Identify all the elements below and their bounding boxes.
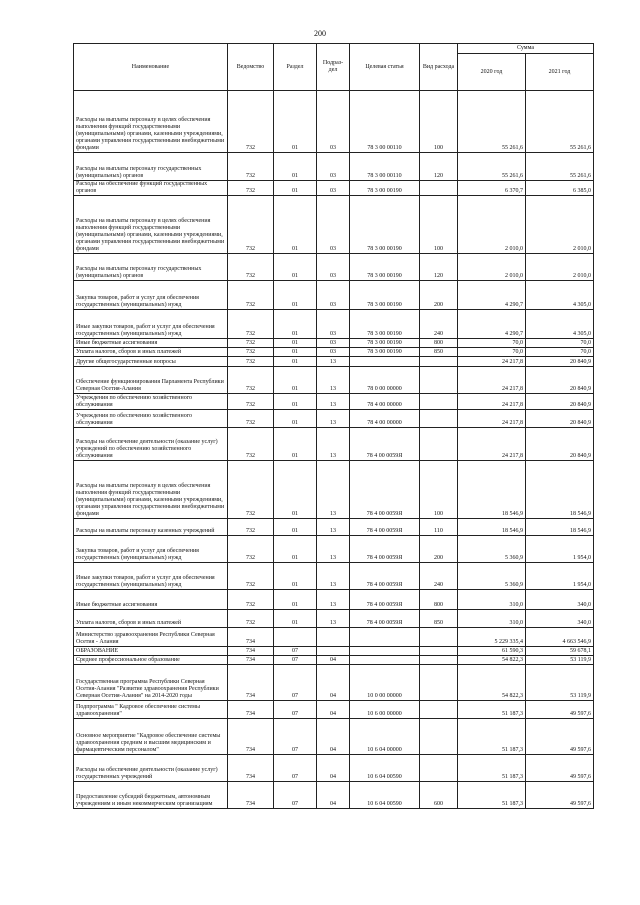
cell-y2020: 51 187,3 [458,782,526,809]
table-row [74,590,594,610]
cell-cs: 78 3 00 00190 [350,281,420,310]
cell-podr: 13 [317,428,350,461]
cell-vid [420,647,458,656]
cell-y2021: 20 840,9 [526,394,594,410]
cell-podr: 04 [317,701,350,719]
cell-cs: 10 0 00 00000 [350,665,420,701]
cell-y2021: 55 261,6 [526,153,594,181]
header-name: Наименование [74,44,228,91]
cell-ved: 732 [228,367,274,394]
cell-name: Иные закупки товаров, работ и услуг для обеспечения государственных (муниципальных) нужд [74,310,228,339]
table-row [74,461,594,519]
cell-podr: 13 [317,461,350,519]
cell-cs [350,357,420,367]
header-summa: Сумма [458,44,594,54]
table-row [74,519,594,536]
cell-ved: 732 [228,181,274,196]
cell-y2021: 49 597,6 [526,755,594,782]
cell-y2021: 20 840,9 [526,367,594,394]
cell-vid: 800 [420,339,458,348]
cell-vid [420,719,458,755]
cell-ved: 734 [228,755,274,782]
cell-ved: 732 [228,590,274,610]
cell-y2021: 70,0 [526,339,594,348]
table-row [74,254,594,281]
table-row [74,665,594,701]
cell-y2021: 2 010,0 [526,254,594,281]
cell-ved: 732 [228,91,274,153]
cell-razd: 07 [274,656,317,665]
table-row [74,610,594,628]
cell-vid: 240 [420,563,458,590]
cell-razd: 07 [274,719,317,755]
cell-cs: 78 3 00 00110 [350,91,420,153]
cell-cs: 78 4 00 0059Я [350,519,420,536]
cell-y2020: 24 217,8 [458,367,526,394]
cell-razd: 01 [274,367,317,394]
cell-name: Другие общегосударственные вопросы [74,357,228,367]
cell-name: Расходы на обеспечение деятельности (оказание услуг) государственных учреждений [74,755,228,782]
cell-name: Среднее профессиональное образование [74,656,228,665]
cell-vid: 110 [420,519,458,536]
cell-razd [274,628,317,647]
table-row [74,719,594,755]
cell-y2020: 24 217,8 [458,394,526,410]
cell-podr: 13 [317,590,350,610]
cell-razd: 01 [274,310,317,339]
cell-cs: 78 4 00 00000 [350,394,420,410]
cell-name: Расходы на выплаты персоналу государственных (муниципальных) органов [74,153,228,181]
cell-ved: 732 [228,610,274,628]
cell-ved: 732 [228,563,274,590]
cell-y2021: 49 597,6 [526,782,594,809]
cell-y2020: 6 370,7 [458,181,526,196]
cell-cs: 78 4 00 0059Я [350,590,420,610]
cell-y2021: 1 954,0 [526,563,594,590]
cell-y2020: 5 229 335,4 [458,628,526,647]
cell-y2021: 340,0 [526,610,594,628]
cell-podr: 04 [317,782,350,809]
header-podr: Подраз-дел [317,44,350,91]
cell-podr: 13 [317,357,350,367]
table-row [74,196,594,254]
cell-y2020: 51 187,3 [458,719,526,755]
cell-name: Закупка товаров, работ и услуг для обеспечения государственных (муниципальных) нужд [74,281,228,310]
cell-cs: 78 3 00 00190 [350,181,420,196]
cell-y2020: 54 822,3 [458,665,526,701]
table-row [74,357,594,367]
cell-y2021: 59 678,1 [526,647,594,656]
cell-ved: 734 [228,628,274,647]
header-2021: 2021 год [526,54,594,91]
table-row [74,647,594,656]
cell-ved: 732 [228,339,274,348]
cell-ved: 732 [228,536,274,563]
cell-vid [420,628,458,647]
cell-ved: 734 [228,656,274,665]
cell-razd: 01 [274,519,317,536]
cell-podr: 13 [317,536,350,563]
cell-ved: 732 [228,519,274,536]
cell-name: Расходы на обеспечение функций государственных органов [74,181,228,196]
cell-podr [317,628,350,647]
table-row [74,656,594,665]
cell-razd: 07 [274,755,317,782]
cell-cs: 78 4 00 0059Я [350,610,420,628]
cell-y2021: 20 840,9 [526,428,594,461]
cell-name: Иные бюджетные ассигнования [74,590,228,610]
cell-y2020: 5 360,9 [458,536,526,563]
cell-cs [350,656,420,665]
cell-y2021: 2 010,0 [526,196,594,254]
cell-cs: 10 6 00 00000 [350,701,420,719]
cell-y2020: 54 822,3 [458,656,526,665]
cell-podr: 03 [317,310,350,339]
cell-podr: 03 [317,339,350,348]
cell-y2020: 24 217,8 [458,410,526,428]
cell-name: Уплата налогов, сборов и иных платежей [74,610,228,628]
cell-razd: 01 [274,181,317,196]
header-2020: 2020 год [458,54,526,91]
cell-ved: 732 [228,196,274,254]
table-row [74,563,594,590]
cell-y2021: 4 305,0 [526,310,594,339]
cell-ved: 734 [228,665,274,701]
cell-vid: 100 [420,461,458,519]
cell-y2021: 340,0 [526,590,594,610]
table-row [74,410,594,428]
cell-ved: 734 [228,719,274,755]
cell-razd: 01 [274,153,317,181]
cell-vid [420,394,458,410]
cell-razd: 01 [274,536,317,563]
cell-name: Иные бюджетные ассигнования [74,339,228,348]
header-cs: Целевая статья [350,44,420,91]
cell-vid: 600 [420,782,458,809]
cell-razd: 01 [274,196,317,254]
cell-podr: 13 [317,563,350,590]
cell-cs: 78 3 00 00110 [350,153,420,181]
table-row [74,755,594,782]
cell-cs: 10 6 04 00590 [350,782,420,809]
cell-y2020: 51 187,3 [458,755,526,782]
cell-y2021: 1 954,0 [526,536,594,563]
cell-y2020: 51 187,3 [458,701,526,719]
header-razd: Раздел [274,44,317,91]
cell-name: Расходы на обеспечение деятельности (оказание услуг) учреждений по обеспечению хозяйственного обслуживания [74,428,228,461]
cell-podr [317,647,350,656]
cell-cs: 10 6 04 00590 [350,755,420,782]
cell-vid [420,665,458,701]
cell-cs [350,647,420,656]
cell-podr: 13 [317,394,350,410]
cell-y2021: 49 597,6 [526,701,594,719]
cell-y2021: 4 663 546,9 [526,628,594,647]
cell-ved: 734 [228,782,274,809]
cell-y2021: 20 840,9 [526,357,594,367]
cell-y2020: 2 010,0 [458,196,526,254]
budget-table [73,43,594,809]
cell-ved: 732 [228,461,274,519]
cell-y2021: 70,0 [526,348,594,357]
cell-razd: 01 [274,254,317,281]
cell-cs: 10 6 04 00000 [350,719,420,755]
cell-razd: 01 [274,394,317,410]
cell-podr: 04 [317,656,350,665]
cell-podr: 03 [317,281,350,310]
cell-cs: 78 3 00 00190 [350,348,420,357]
table-row [74,339,594,348]
cell-y2020: 55 261,6 [458,91,526,153]
cell-razd: 01 [274,281,317,310]
table-row [74,536,594,563]
cell-y2021: 55 261,6 [526,91,594,153]
cell-y2020: 18 546,9 [458,461,526,519]
cell-vid [420,410,458,428]
cell-y2021: 18 546,9 [526,519,594,536]
cell-cs: 78 3 00 00190 [350,196,420,254]
cell-cs: 78 3 00 00190 [350,254,420,281]
cell-podr: 03 [317,181,350,196]
cell-razd: 01 [274,91,317,153]
cell-vid: 100 [420,196,458,254]
cell-podr: 04 [317,719,350,755]
table-row [74,348,594,357]
cell-y2021: 6 385,0 [526,181,594,196]
cell-name: Расходы на выплаты персоналу в целях обеспечения выполнения функций государственными (муниципальными) органами, казенными учреждениями, органами управления государственными внебюджетными фондами [74,196,228,254]
cell-name: Обеспечение функционирования Парламента Республики Северная Осетия-Алания [74,367,228,394]
cell-y2021: 53 119,9 [526,656,594,665]
cell-razd: 01 [274,590,317,610]
cell-razd: 07 [274,782,317,809]
cell-y2020: 18 546,9 [458,519,526,536]
cell-y2020: 70,0 [458,348,526,357]
cell-y2021: 49 597,6 [526,719,594,755]
cell-podr: 13 [317,410,350,428]
cell-cs: 78 4 00 0059Я [350,536,420,563]
table-row [74,782,594,809]
cell-y2020: 4 290,7 [458,310,526,339]
table-row [74,310,594,339]
cell-vid [420,181,458,196]
cell-podr: 13 [317,610,350,628]
cell-vid: 240 [420,310,458,339]
cell-name: Расходы на выплаты персоналу государственных (муниципальных) органов [74,254,228,281]
cell-vid [420,755,458,782]
cell-name: ОБРАЗОВАНИЕ [74,647,228,656]
cell-razd: 01 [274,461,317,519]
cell-ved: 732 [228,281,274,310]
cell-razd: 01 [274,610,317,628]
cell-vid [420,701,458,719]
cell-vid: 800 [420,590,458,610]
cell-name: Расходы на выплаты персоналу в целях обеспечения выполнения функций государственными (муниципальными) органами, казенными учреждениями, органами управления государственными внебюджетными фондами [74,91,228,153]
cell-podr: 13 [317,367,350,394]
cell-name: Закупка товаров, работ и услуг для обеспечения государственных (муниципальных) нужд [74,536,228,563]
cell-ved: 732 [228,348,274,357]
cell-cs: 78 3 00 00190 [350,310,420,339]
cell-name: Расходы на выплаты персоналу в целях обеспечения выполнения функций государственными (муниципальными) органами, казенными учреждениями, органами управления государственными внебюджетными фондами [74,461,228,519]
cell-vid [420,428,458,461]
cell-y2020: 310,0 [458,610,526,628]
cell-ved: 732 [228,394,274,410]
cell-cs: 78 4 00 00000 [350,410,420,428]
cell-name: Учреждения по обеспечению хозяйственного обслуживания [74,394,228,410]
cell-name: Расходы на выплаты персоналу казенных учреждений [74,519,228,536]
cell-cs: 78 3 00 00190 [350,339,420,348]
table-row [74,394,594,410]
cell-y2020: 5 360,9 [458,563,526,590]
cell-razd: 07 [274,701,317,719]
cell-name: Учреждения по обеспечению хозяйственного обслуживания [74,410,228,428]
cell-podr: 03 [317,196,350,254]
cell-podr: 04 [317,665,350,701]
cell-cs [350,628,420,647]
cell-name: Министерство здравоохранения Республики Северная Осетия - Алания [74,628,228,647]
cell-razd: 01 [274,357,317,367]
cell-podr: 03 [317,91,350,153]
table-row [74,153,594,181]
table-body [74,91,594,809]
table-row [74,628,594,647]
cell-vid: 850 [420,610,458,628]
cell-y2020: 55 261,6 [458,153,526,181]
cell-vid [420,357,458,367]
cell-razd: 01 [274,339,317,348]
cell-vid: 850 [420,348,458,357]
cell-razd: 07 [274,647,317,656]
cell-cs: 78 4 00 0059Я [350,461,420,519]
cell-y2020: 24 217,8 [458,357,526,367]
cell-y2020: 2 010,0 [458,254,526,281]
cell-razd: 01 [274,410,317,428]
cell-ved: 732 [228,357,274,367]
cell-podr: 13 [317,519,350,536]
cell-ved: 734 [228,701,274,719]
cell-y2021: 18 546,9 [526,461,594,519]
cell-vid: 100 [420,91,458,153]
cell-name: Уплата налогов, сборов и иных платежей [74,348,228,357]
table-row [74,367,594,394]
cell-ved: 732 [228,310,274,339]
cell-name: Государственная программа Республики Северная Осетия-Алания "Развитие здравоохранения Республики Северная Осетия-Алания" на 2014-2020 годы [74,665,228,701]
cell-razd: 01 [274,428,317,461]
table-row [74,428,594,461]
cell-ved: 734 [228,647,274,656]
header-vid: Вид расхода [420,44,458,91]
cell-ved: 732 [228,428,274,461]
cell-y2021: 4 305,0 [526,281,594,310]
cell-vid [420,367,458,394]
table-row [74,701,594,719]
cell-y2021: 53 119,9 [526,665,594,701]
table-row [74,181,594,196]
cell-razd: 01 [274,348,317,357]
cell-vid [420,656,458,665]
cell-y2020: 70,0 [458,339,526,348]
cell-name: Предоставление субсидий бюджетным, автономным учреждениям и иным некоммерческим организациям [74,782,228,809]
table-row [74,281,594,310]
cell-cs: 78 4 00 0059Я [350,563,420,590]
cell-y2020: 310,0 [458,590,526,610]
cell-name: Подпрограмма " Кадровое обеспечение системы здравоохранения" [74,701,228,719]
cell-vid: 120 [420,153,458,181]
table-row [74,91,594,153]
cell-ved: 732 [228,254,274,281]
cell-y2020: 24 217,8 [458,428,526,461]
cell-name: Основное мероприятие "Кадровое обеспечение системы здравоохранения средним и высшим медицинским и фармацевтическим персоналом" [74,719,228,755]
cell-y2021: 20 840,9 [526,410,594,428]
cell-y2020: 61 590,3 [458,647,526,656]
cell-podr: 03 [317,153,350,181]
cell-vid: 200 [420,281,458,310]
cell-podr: 03 [317,254,350,281]
cell-ved: 732 [228,153,274,181]
cell-vid: 120 [420,254,458,281]
header-ved: Ведомство [228,44,274,91]
cell-vid: 200 [420,536,458,563]
cell-name: Иные закупки товаров, работ и услуг для обеспечения государственных (муниципальных) нужд [74,563,228,590]
cell-y2020: 4 290,7 [458,281,526,310]
page-number: 200 [314,29,326,38]
cell-ved: 732 [228,410,274,428]
cell-cs: 78 0 00 00000 [350,367,420,394]
cell-razd: 07 [274,665,317,701]
cell-podr: 03 [317,348,350,357]
cell-razd: 01 [274,563,317,590]
cell-podr: 04 [317,755,350,782]
cell-cs: 78 4 00 0059Я [350,428,420,461]
